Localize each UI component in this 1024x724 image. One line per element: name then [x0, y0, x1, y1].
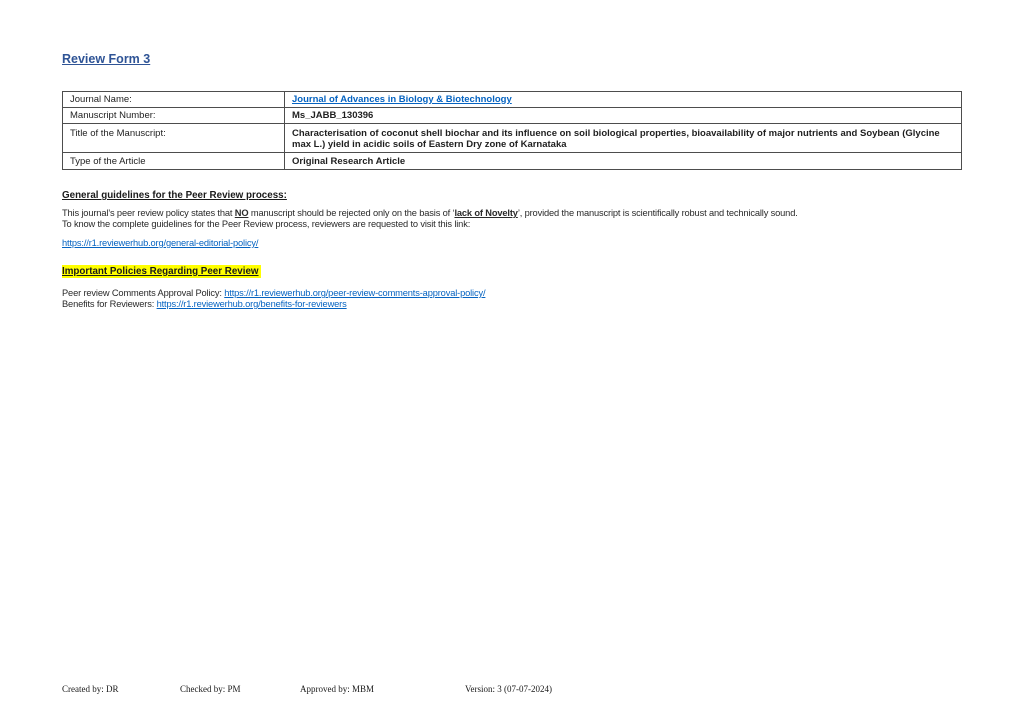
document-footer: [0, 684, 1024, 698]
manuscript-info-table: [62, 91, 962, 170]
general-guidelines-heading: General guidelines for the Peer Review process:: [62, 190, 287, 201]
page-title: Review Form 3: [62, 52, 151, 66]
manuscript-title-value: Characterisation of coconut shell biochar and its influence on soil biological properties, bioavailability of major nutrients and Soybean (Glycine max L.) yield in acidic soils of Eastern Dry zone of Karnataka: [285, 124, 962, 153]
text-segment: manuscript should be rejected only on the basis of ‘: [248, 208, 455, 218]
no-emphasis: NO: [234, 208, 249, 218]
editorial-policy-link-line: [62, 238, 258, 248]
approval-policy-link[interactable]: https://r1.reviewerhub.org/peer-review-comments-approval-policy/: [224, 288, 486, 298]
benefits-label: Benefits for Reviewers:: [62, 299, 157, 309]
manuscript-number-label: Manuscript Number:: [63, 108, 285, 124]
table-row-manuscript-number: [63, 108, 962, 124]
highlighted-heading-text: Important Policies Regarding Peer Review: [62, 266, 259, 277]
lack-of-novelty-emphasis: lack of Novelty: [454, 208, 518, 218]
editorial-policy-link[interactable]: https://r1.reviewerhub.org/general-editorial-policy/: [62, 238, 259, 248]
footer-created-by: Created by: DR: [62, 684, 119, 694]
journal-name-label: Journal Name:: [63, 92, 285, 108]
journal-name-value: [285, 92, 962, 108]
manuscript-number-value: Ms_JABB_130396: [285, 108, 962, 124]
table-row-manuscript-title: [63, 124, 962, 153]
approval-policy-label: Peer review Comments Approval Policy:: [62, 288, 225, 298]
benefits-line: [62, 299, 347, 309]
guidelines-paragraph-line1: [62, 208, 798, 218]
footer-checked-by: Checked by: PM: [180, 684, 241, 694]
approval-policy-line: [62, 288, 485, 298]
table-row-journal-name: [63, 92, 962, 108]
manuscript-title-label: Title of the Manuscript:: [63, 124, 285, 153]
text-segment: ’, provided the manuscript is scientifically robust and technically sound.: [517, 208, 798, 218]
article-type-label: Type of the Article: [63, 153, 285, 170]
text-segment: This journal’s peer review policy states that: [62, 208, 235, 218]
footer-approved-by: Approved by: MBM: [300, 684, 374, 694]
article-type-value: Original Research Article: [285, 153, 962, 170]
benefits-link[interactable]: https://r1.reviewerhub.org/benefits-for-reviewers: [156, 299, 347, 309]
important-policies-heading: [62, 266, 261, 277]
footer-version: Version: 3 (07-07-2024): [465, 684, 552, 694]
guidelines-paragraph-line2: To know the complete guidelines for the Peer Review process, reviewers are requested to visit this link:: [62, 219, 471, 229]
table-row-article-type: [63, 153, 962, 170]
journal-link[interactable]: Journal of Advances in Biology & Biotechnology: [292, 94, 512, 105]
